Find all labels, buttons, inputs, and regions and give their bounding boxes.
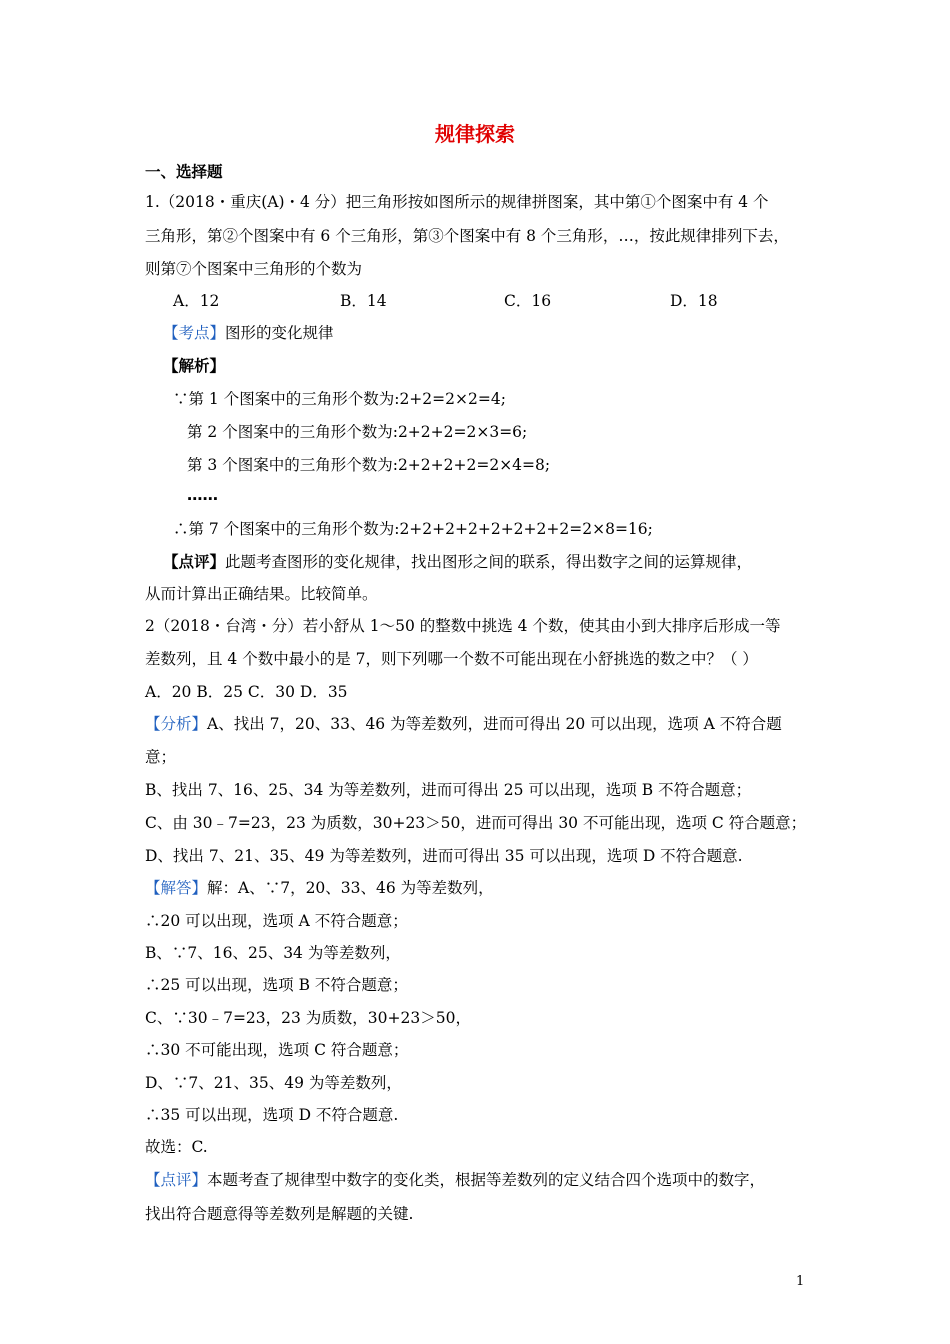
q2-jieda-line-7: D、∵7、21、35、49 为等差数列，: [145, 1074, 402, 1092]
q1-dianping-text-1: 此题考查图形的变化规律，找出图形之间的联系，得出数字之间的运算规律，: [225, 553, 753, 571]
kaodian-text: 图形的变化规律: [225, 324, 334, 342]
q2-jieda-line-6: ∴30 不可能出现，选项 C 符合题意；: [145, 1041, 409, 1059]
q2-jieda-line-3: B、∵7、16、25、34 为等差数列，: [145, 944, 401, 962]
q2-fenxi-line-5: D、找出 7、21、35、49 为等差数列，进而可得出 35 可以出现，选项 D 不符合题意.: [145, 847, 743, 865]
fenxi-tag: 【分析】: [145, 715, 208, 733]
q1-solution-line-1: ∵第 1 个图案中的三角形个数为:2+2=2×2=4;: [173, 390, 506, 408]
q1-option-c: C．16: [504, 292, 552, 310]
q1-solution-line-2: 第 2 个图案中的三角形个数为:2+2+2=2×3=6;: [187, 423, 528, 441]
q1-option-b: B．14: [340, 292, 387, 310]
q2-jieda-line-4: ∴25 可以出现，选项 B 不符合题意；: [145, 976, 408, 994]
q1-stem-line-3: 则第⑦个图案中三角形的个数为: [145, 260, 363, 278]
page-number: 1: [796, 1274, 805, 1289]
q2-fenxi-line-3: B、找出 7、16、25、34 为等差数列，进而可得出 25 可以出现，选项 B 不符合题意；: [145, 781, 752, 799]
section-heading: 一、选择题: [145, 163, 223, 181]
q2-fenxi-line-4: C、由 30﹣7=23，23 为质数，30+23＞50，进而可得出 30 不可能出现，选项 C 符合题意；: [145, 814, 807, 832]
q2-dianping-line-2: 找出符合题意得等差数列是解题的关键.: [145, 1205, 414, 1223]
q2-stem-line-1: 2（2018・台湾・分）若小舒从 1～50 的整数中挑选 4 个数，使其由小到大排序后形成一等: [145, 617, 781, 635]
fenxi-text-1: A、找出 7，20、33、46 为等差数列，进而可得出 20 可以出现，选项 A 不符合题: [207, 715, 782, 733]
q2-dianping-line-1: [145, 1170, 765, 1190]
q1-solution-line-5: ∴第 7 个图案中的三角形个数为:2+2+2+2+2+2+2+2=2×8=16;: [173, 520, 653, 538]
q1-dianping-label: 【点评】: [163, 553, 226, 571]
jieda-tag: 【解答】: [145, 879, 208, 897]
q2-fenxi-line-1: [145, 714, 782, 734]
q2-dianping-tag: 【点评】: [145, 1171, 208, 1189]
kaodian-tag: 【考点】: [163, 324, 226, 342]
q2-jieda-line-9: 故选：C.: [145, 1138, 208, 1156]
q1-dianping-line-1: [163, 552, 752, 572]
q1-stem-line-1: 1.（2018・重庆(A)・4 分）把三角形按如图所示的规律拼图案，其中第①个图案中有 4 个: [145, 193, 769, 211]
q1-solution-ellipsis: ……: [187, 486, 218, 504]
q1-option-a: A．12: [173, 292, 220, 310]
q1-stem-line-2: 三角形，第②个图案中有 6 个三角形，第③个图案中有 8 个三角形，…，按此规律排列下去，: [145, 227, 789, 245]
q2-jieda-line-5: C、∵30﹣7=23，23 为质数，30+23＞50，: [145, 1009, 471, 1027]
q2-options: A．20 B．25 C．30 D．35: [145, 683, 348, 701]
jieda-text-1: 解：A、∵7，20、33、46 为等差数列，: [207, 879, 494, 897]
q2-stem-line-2: 差数列，且 4 个数中最小的是 7，则下列哪一个数不可能出现在小舒挑选的数之中？（ ）: [145, 650, 758, 668]
q2-jieda-line-2: ∴20 可以出现，选项 A 不符合题意；: [145, 912, 408, 930]
q1-dianping-line-2: 从而计算出正确结果。比较简单。: [145, 585, 378, 603]
q2-jieda-line-8: ∴35 可以出现，选项 D 不符合题意.: [145, 1106, 399, 1124]
q1-kaodian: [163, 323, 334, 343]
q1-option-d: D．18: [670, 292, 718, 310]
q1-jiexi-label: 【解析】: [163, 357, 226, 375]
q1-solution-line-3: 第 3 个图案中的三角形个数为:2+2+2+2=2×4=8;: [187, 456, 551, 474]
q2-jieda-line-1: [145, 878, 494, 898]
q2-fenxi-line-2: 意；: [145, 748, 177, 766]
q2-dianping-text-1: 本题考查了规律型中数字的变化类，根据等差数列的定义结合四个选项中的数字，: [207, 1171, 766, 1189]
page-title: 规律探索: [435, 122, 515, 146]
